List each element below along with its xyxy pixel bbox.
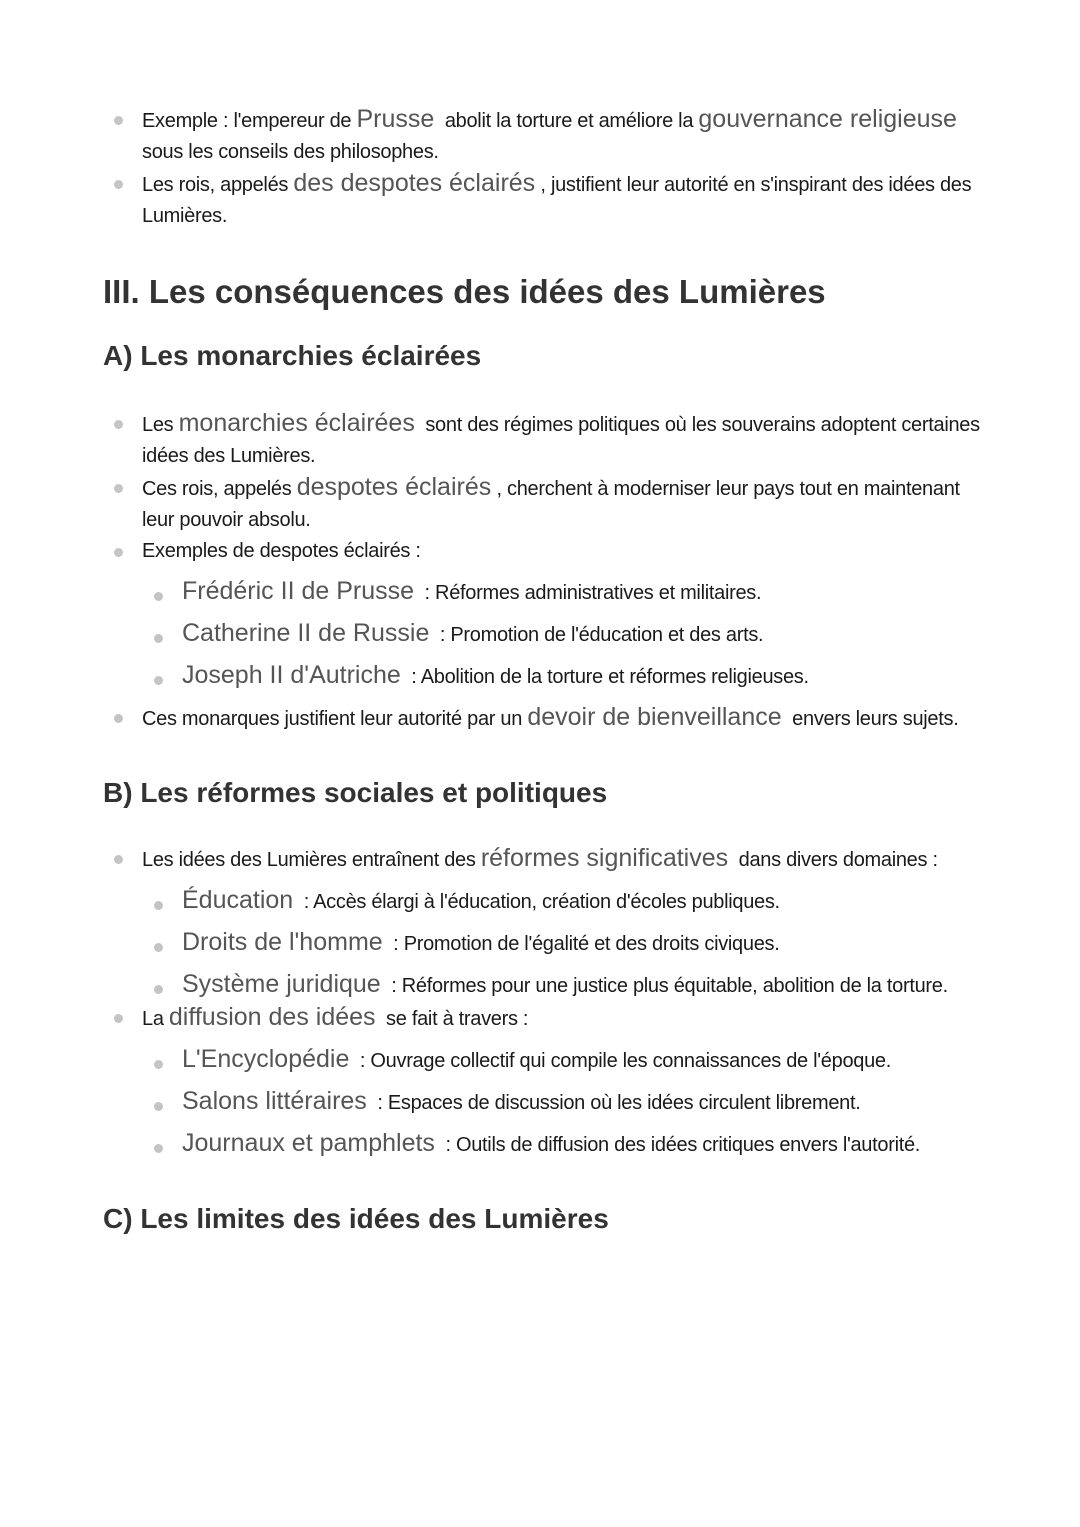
bullet-icon [154, 943, 163, 952]
text: : Réformes pour une justice plus équitable, abolition de la torture. [380, 975, 948, 997]
text: Exemple : l'empereur de [142, 110, 357, 132]
text: abolit la torture et améliore la [434, 110, 699, 132]
sub-list-item [103, 969, 983, 1002]
document-page [103, 104, 986, 1239]
highlighted-term: Frédéric II de Prusse [182, 577, 415, 605]
text: : Accès élargi à l'éducation, création d'écoles publiques. [293, 891, 780, 913]
list-item [103, 536, 983, 567]
bullet-icon [114, 548, 123, 557]
list-item [103, 1002, 983, 1035]
text: envers leurs sujets. [781, 708, 959, 730]
highlighted-term: Système juridique [182, 970, 381, 998]
highlighted-term: devoir de bienveillance [527, 703, 782, 731]
highlighted-term: Joseph II d'Autriche [182, 661, 401, 689]
bullet-icon [114, 714, 123, 723]
text: Ces rois, appelés [142, 478, 297, 500]
text: : Abolition de la torture et réformes religieuses. [400, 666, 809, 688]
text: sont des régimes politiques où les souverains adoptent certaines idées des Lumières. [142, 414, 986, 467]
text: , cherchent à moderniser leur pays tout en maintenant leur pouvoir absolu. [142, 478, 966, 531]
text: Exemples de despotes éclairés : [142, 540, 421, 562]
bullet-icon [154, 1144, 163, 1153]
bullet-icon [154, 901, 163, 910]
highlighted-term: réformes significatives [480, 844, 729, 872]
sub-list-item [103, 618, 983, 651]
bullet-icon [154, 985, 163, 994]
bullet-icon [114, 420, 123, 429]
section-heading: III. Les conséquences des idées des Lumières [103, 273, 826, 310]
text: : Espaces de discussion où les idées circulent librement. [366, 1092, 861, 1114]
sub-list-item [103, 576, 983, 609]
bullet-icon [154, 1102, 163, 1111]
highlighted-term: L'Encyclopédie [182, 1045, 350, 1073]
bullet-icon [114, 855, 123, 864]
highlighted-term: Salons littéraires [182, 1087, 367, 1115]
list-item [103, 408, 986, 472]
bullet-icon [114, 180, 123, 189]
highlighted-term: Éducation [182, 886, 294, 914]
sub-list-item [103, 1044, 983, 1077]
highlighted-term: monarchies éclairées [178, 409, 415, 437]
highlighted-term: Droits de l'homme [182, 928, 383, 956]
subsection-heading: B) Les réformes sociales et politiques [103, 777, 608, 808]
highlighted-term: diffusion des idées [168, 1003, 376, 1031]
list-item [103, 702, 983, 735]
list-item [103, 472, 983, 536]
text: : Réformes administratives et militaires. [414, 582, 762, 604]
text: Les [142, 414, 179, 436]
sub-list-item [103, 660, 983, 693]
text: La [142, 1008, 169, 1030]
subsection-heading: A) Les monarchies éclairées [103, 340, 482, 371]
text: : Promotion de l'éducation et des arts. [429, 624, 764, 646]
bullet-icon [114, 116, 123, 125]
text: sous les conseils des philosophes. [142, 110, 968, 163]
text: Ces monarques justifient leur autorité par un [142, 708, 528, 730]
highlighted-term: Prusse [356, 105, 435, 133]
highlighted-term: des despotes éclairés [293, 169, 536, 197]
text: Les rois, appelés [142, 174, 294, 196]
sub-list-item [103, 885, 983, 918]
bullet-icon [114, 1014, 123, 1023]
highlighted-term: Journaux et pamphlets [182, 1129, 435, 1157]
text: : Promotion de l'égalité et des droits civiques. [382, 933, 780, 955]
bullet-icon [154, 1060, 163, 1069]
sub-list-item [103, 927, 983, 960]
text: Les idées des Lumières entraînent des [142, 849, 481, 871]
highlighted-term: gouvernance religieuse [698, 105, 957, 133]
text: se fait à travers : [375, 1008, 529, 1030]
bullet-icon [114, 484, 123, 493]
text: : Outils de diffusion des idées critiques envers l'autorité. [434, 1134, 921, 1156]
text: , justifient leur autorité en s'inspirant des idées des Lumières. [142, 174, 977, 227]
bullet-icon [154, 676, 163, 685]
highlighted-term: despotes éclairés [296, 473, 492, 501]
list-item [103, 104, 983, 168]
highlighted-term: Catherine II de Russie [182, 619, 430, 647]
list-item [103, 843, 983, 876]
subsection-heading: C) Les limites des idées des Lumières [103, 1203, 609, 1234]
bullet-icon [154, 634, 163, 643]
bullet-icon [154, 592, 163, 601]
list-item [103, 168, 983, 232]
text: : Ouvrage collectif qui compile les connaissances de l'époque. [349, 1050, 891, 1072]
sub-list-item [103, 1086, 983, 1119]
text: dans divers domaines : [728, 849, 938, 871]
sub-list-item [103, 1128, 983, 1161]
